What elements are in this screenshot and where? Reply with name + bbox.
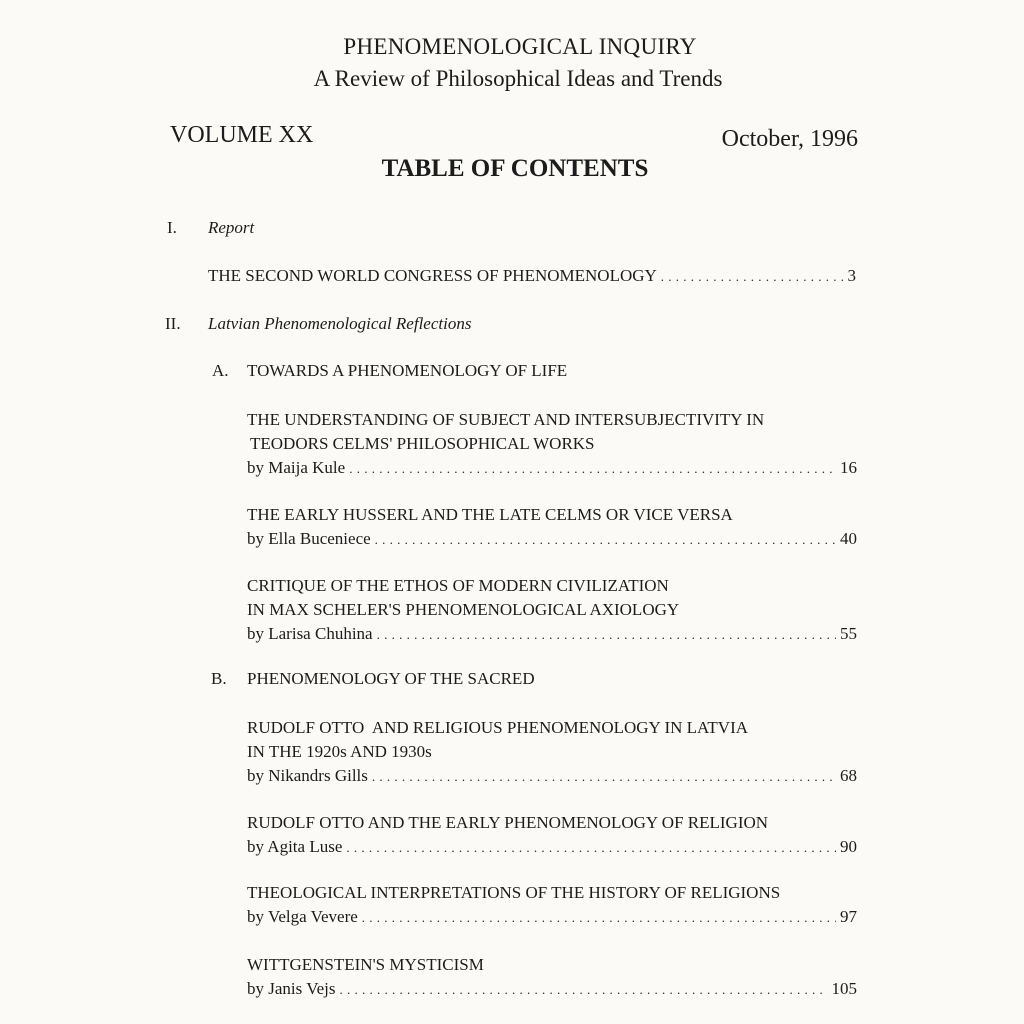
volume-label: VOLUME XX <box>170 122 314 148</box>
section-number: II. <box>165 314 181 333</box>
toc-entry <box>208 264 856 289</box>
page-number: 90 <box>840 837 857 856</box>
entry-title-line: THEOLOGICAL INTERPRETATIONS OF THE HISTORY OF RELIGIONS <box>247 883 781 902</box>
dot-leader <box>375 528 836 552</box>
entry-title-line: IN THE 1920s AND 1930s <box>247 742 432 761</box>
dot-leader <box>339 978 827 1002</box>
entry-byline: by Velga Vevere <box>247 907 358 926</box>
entry-byline: by Maija Kule <box>247 458 346 477</box>
dot-leader <box>349 457 836 481</box>
entry-dotline <box>247 456 857 481</box>
subsection-letter: B. <box>211 669 227 688</box>
dot-leader <box>346 836 836 860</box>
subsection-label: TOWARDS A PHENOMENOLOGY OF LIFE <box>247 361 568 380</box>
entry-title-line: CRITIQUE OF THE ETHOS OF MODERN CIVILIZATION <box>247 576 669 595</box>
dot-leader <box>661 265 844 289</box>
entry-title-line: THE EARLY HUSSERL AND THE LATE CELMS OR VICE VERSA <box>247 505 733 524</box>
entry-byline: by Janis Vejs <box>247 979 336 998</box>
page-number: 68 <box>840 766 857 785</box>
journal-title: PHENOMENOLOGICAL INQUIRY <box>343 34 697 59</box>
entry-title-line: IN MAX SCHELER'S PHENOMENOLOGICAL AXIOLOGY <box>247 600 680 619</box>
dot-leader <box>377 623 836 647</box>
page-number: 97 <box>840 907 857 926</box>
entry-byline: by Larisa Chuhina <box>247 624 373 643</box>
entry-dotline <box>247 977 857 1002</box>
section-number: I. <box>167 218 177 237</box>
toc-entry <box>247 503 857 552</box>
entry-dotline <box>247 905 857 930</box>
entry-title-line: THE UNDERSTANDING OF SUBJECT AND INTERSUBJECTIVITY IN <box>247 410 765 429</box>
entry-dotline <box>247 622 857 647</box>
entry-dotline <box>208 264 856 289</box>
entry-byline: by Ella Buceniece <box>247 529 371 548</box>
page-number: 40 <box>840 529 857 548</box>
entry-title-line: TEODORS CELMS' PHILOSOPHICAL WORKS <box>250 434 595 453</box>
toc-entry <box>247 716 857 789</box>
entry-byline: by Agita Luse <box>247 837 343 856</box>
entry-byline: by Nikandrs Gills <box>247 766 368 785</box>
entry-dotline <box>247 527 857 552</box>
journal-subtitle: A Review of Philosophical Ideas and Trends <box>313 66 723 91</box>
toc-entry <box>247 574 857 647</box>
issue-date: October, 1996 <box>721 126 858 152</box>
toc-heading: TABLE OF CONTENTS <box>381 155 649 182</box>
subsection-label: PHENOMENOLOGY OF THE SACRED <box>247 669 535 688</box>
subsection-letter: A. <box>212 361 229 380</box>
entry-dotline <box>247 835 857 860</box>
page-number: 16 <box>840 458 857 477</box>
entry-dotline <box>247 764 857 789</box>
entry-title: THE SECOND WORLD CONGRESS OF PHENOMENOLOGY <box>208 266 657 285</box>
page-number: 105 <box>831 979 857 998</box>
section-label: Report <box>208 218 255 237</box>
section-label: Latvian Phenomenological Reflections <box>208 314 472 333</box>
page-number: 3 <box>847 266 856 285</box>
entry-title-line: RUDOLF OTTO AND THE EARLY PHENOMENOLOGY OF RELIGION <box>247 813 769 832</box>
dot-leader <box>372 765 836 789</box>
toc-entry <box>247 881 857 930</box>
entry-title-line: WITTGENSTEIN'S MYSTICISM <box>247 955 484 974</box>
page-number: 55 <box>840 624 857 643</box>
toc-entry <box>247 811 857 860</box>
entry-title-line: RUDOLF OTTO AND RELIGIOUS PHENOMENOLOGY IN LATVIA <box>247 718 749 737</box>
toc-entry <box>247 408 857 481</box>
toc-entry <box>247 953 857 1002</box>
dot-leader <box>362 906 836 930</box>
